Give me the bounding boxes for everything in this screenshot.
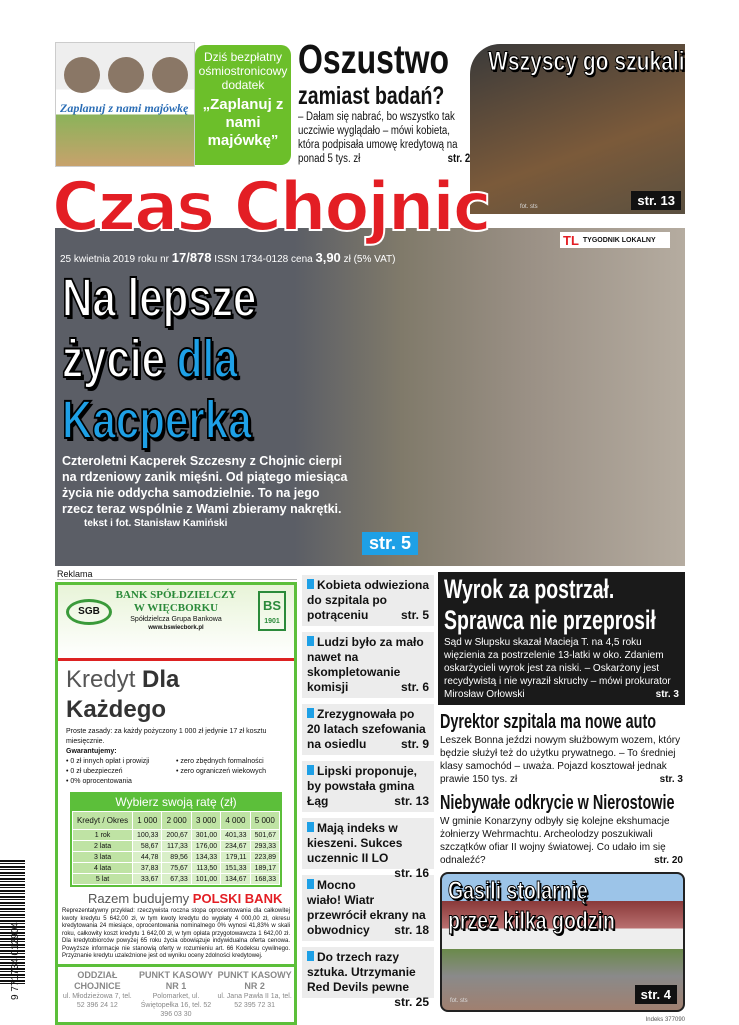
supplement-title: Zaplanuj z nami majówkę	[60, 101, 189, 115]
branch: PUNKT KASOWY NR 1 Polomarket, ul. Świętopełka 16, tel. 52 396 03 30	[138, 969, 213, 1018]
table-cell: 75,67	[162, 863, 191, 874]
main-headline: Na lepsze życie dla Kacperka	[62, 268, 257, 450]
bullet-icon	[307, 879, 314, 889]
table-cell: 101,00	[191, 874, 220, 885]
main-caption: Czteroletni Kacperek Szczesny z Chojnic cierpi na rdzeniowy zanik mięśni. Od piątego miesiąca życia nie oddycha samodzielnie. To na jego rzecz teraz wspólnie z Wami zbieramy nakrętki. tekst i fot. Stanisław Kamiński	[62, 453, 352, 531]
masthead-logo: Czas Chojnic	[52, 168, 490, 247]
photo-credit: fot. sts	[520, 204, 538, 210]
article-dyrektor[interactable]: Dyrektor szpitala ma nowe auto Leszek Bonna jeździ nowym służbowym wozem, który będzie służył też do użytku prywatnego. – To średniej klasy samochód – uważa. Pojazd kosztował jednak prawie 150 tys. zł str. 3	[440, 711, 683, 785]
bullet-icon	[307, 765, 314, 775]
table-cell: 293,33	[250, 841, 279, 852]
column-header: 2 000	[162, 812, 191, 830]
guarantee-item: • zero zbędnych formalności	[176, 758, 264, 765]
table-cell: 151,33	[221, 863, 250, 874]
table-cell: 3 lata	[73, 852, 133, 863]
bullet-icon	[307, 951, 314, 961]
table-cell: 501,67	[250, 830, 279, 841]
table-cell: 234,67	[221, 841, 250, 852]
table-cell: 189,17	[250, 863, 279, 874]
photo-thumb	[64, 57, 100, 93]
teaser-item[interactable]: Zrezygnowała po 20 latach szefowania na osiedlu str. 9	[302, 704, 434, 755]
page-badge: str. 13	[631, 191, 681, 210]
top-story[interactable]	[298, 36, 470, 166]
page-ref: str. 13	[394, 794, 429, 808]
table-corner: Kredyt / Okres	[73, 812, 133, 830]
page-badge: str. 5	[362, 532, 418, 555]
table-cell: 89,56	[162, 852, 191, 863]
table-cell: 100,33	[133, 830, 162, 841]
table-cell: 5 lat	[73, 874, 133, 885]
table-cell: 67,33	[162, 874, 191, 885]
tygodnik-lokalny-logo: TL TYGODNIK LOKALNY	[560, 232, 670, 248]
photo-credit: tekst i fot. Stanisław Kamiński	[84, 518, 228, 529]
index-number: Indeks 377090	[645, 1017, 685, 1023]
ad-label: Reklama	[57, 569, 297, 580]
supplement-cover	[55, 42, 195, 167]
teaser-item[interactable]: Lipski proponuje, by powstała gmina Łąg str. 13	[302, 761, 434, 812]
page-ref: str. 16	[394, 866, 429, 880]
bullet-icon	[307, 708, 314, 718]
table-cell: 401,33	[221, 830, 250, 841]
table-row	[73, 841, 280, 852]
article-odkrycie[interactable]: Niebywałe odkrycie w Nierostowie W gminie Konarzyny odbyły się kolejne ekshumacje żołnierzy Wehrmachtu. Archeolodzy poszukiwali szczątków ofiar II wojny światowej. Co udało im się odnaleźć? str. 20	[440, 792, 683, 866]
article-wyrok[interactable]: Wyrok za postrzał. Sprawca nie przeprosił Sąd w Słupsku skazał Macieja T. na 4,5 roku więzienia za postrzelenie 13-latki w oko. Zdaniem oskarżycieli wyrok jest za niski. – Oskarżony jest recydywistą i nie wyraził skruchy – mówi prokurator Mirosław Orłowski str. 3	[438, 572, 685, 705]
table-row	[73, 874, 280, 885]
table-cell: 134,67	[221, 874, 250, 885]
top-photo[interactable]	[470, 44, 685, 214]
column-header: 5 000	[250, 812, 279, 830]
table-cell: 4 lata	[73, 863, 133, 874]
guarantee-item: • 0 zł ubezpieczeń	[66, 768, 123, 775]
issue-info: 25 kwietnia 2019 roku nr 17/878 ISSN 1734-0128 cena 3,90 zł (5% VAT)	[60, 250, 396, 265]
subheadline: zamiast badań?	[298, 82, 445, 110]
bullet-icon	[307, 579, 314, 589]
bank-advertisement[interactable]: SGB BS 1901 BANK SPÓŁDZIELCZY W WIĘCBORKU Spółdzielcza Grupa Bankowa www.bswiecbork.pl Kredyt Dla Każdego Proste zasady: za każdy pożyczony 1 000 zł jedynie 17 zł kosztu miesięcznie. Gwarantujemy: • 0 zł innych opłat i prowizji • zero zbędnych formalności • 0 zł ubezpieczeń • zero ograniczeń wiekowych • 0% oprocentowania Wybierz swoją ratę (zł) Kredyt / Okres 1 000 2 000 3 000 4 000 5 000 1 rok 100,33 200,67 301,00 401,33 501,67 2 lata 58,67 117,33 176,00 234,67 293,33 3 lata 44,78 89,56 134,33 179,11 223,89 4 lata 37,83 75,67 113,50 151,33 189,17 5 lat 33,67 67,33 101,00 134,67 168,33 Razem budujemy POLSKI BANK Reprezentatywny przykład: rzeczywista roczna stopa oprocentowania dla całkowitej kwoty kredytu 5 642,00 zł, w tym kwoty kredytu do wypłaty 4 000,00 zł, okresu kredytowania 24 miesiące, oprocentowania nominalnego 0% wynosi 41,83% w skali roku, całkowity koszt kredytu 1 642,00 zł, w tym opłata przygotowawcza 1 642,00 zł. Dla kredytobiorców powyżej 65 roku życia obowiązuje indywidualna oferta cenowa. Powyższe informacje nie stanowią oferty w rozumieniu art. 66 Kodeksu cywilnego. Przyznanie kredytu uzależnione jest od wyniku oceny zdolności kredytowej. ODDZIAŁ CHOJNICE ul. Młodzieżowa 7, tel. 52 396 24 12 PUNKT KASOWY NR 1 Polomarket, ul. Świętopełka 16, tel. 52 396 03 30 PUNKT KASOWY NR 2 ul. Jana Pawła II 1a, tel. 52 395 72 31	[55, 582, 297, 1025]
branch: ODDZIAŁ CHOJNICE ul. Młodzieżowa 7, tel. 52 396 24 12	[62, 969, 132, 1009]
rate-table: Wybierz swoją ratę (zł) Kredyt / Okres 1 000 2 000 3 000 4 000 5 000 1 rok 100,33 200,67 301,00 401,33 501,67 2 lata 58,67 117,33 176,00 234,67 293,33 3 lata 44,78 89,56 134,33 179,11 223,89 4 lata 37,83 75,67 113,50 151,33 189,17 5 lat 33,67 67,33 101,00 134,67 168,33	[70, 792, 282, 887]
table-cell: 113,50	[191, 863, 220, 874]
column-header: 1 000	[133, 812, 162, 830]
supplement-box	[195, 45, 291, 165]
page-ref: str. 9	[400, 737, 429, 751]
photo-thumb	[152, 57, 188, 93]
right-column	[438, 572, 685, 1023]
bullet-icon	[307, 636, 314, 646]
sgb-logo: SGB	[66, 599, 112, 625]
table-row	[73, 830, 280, 841]
table-cell: 179,11	[221, 852, 250, 863]
teaser-list	[302, 575, 434, 1010]
page-badge: str. 4	[635, 985, 677, 1004]
table-cell: 301,00	[191, 830, 220, 841]
table-cell: 58,67	[133, 841, 162, 852]
supplement-intro: Dziś bezpłatny ośmiostronicowy dodatek	[198, 50, 288, 92]
page-ref: str. 5	[400, 608, 429, 622]
teaser-item[interactable]: Do trzech razy sztuka. Utrzymanie Red Devils pewne str. 25	[302, 947, 434, 998]
photo-headline: Wszyscy go szukali	[488, 46, 685, 76]
table-cell: 117,33	[162, 841, 191, 852]
ad-headline: Kredyt Dla Każdego	[66, 666, 180, 723]
page-ref: str. 6	[400, 680, 429, 694]
story-body: – Dałam się nabrać, bo wszystko tak uczciwie wyglądało – mówi kobieta, która podpisała umowę kredytową na ponad 5 tys. zł str. 2	[298, 111, 471, 165]
headline: Oszustwo	[298, 36, 450, 82]
teaser-item[interactable]: Mocno wiało! Wiatr przewrócił ekrany na obwodnicy str. 18	[302, 875, 434, 941]
table-cell: 1 rok	[73, 830, 133, 841]
table-row	[73, 863, 280, 874]
table-cell: 134,33	[191, 852, 220, 863]
barcode-number: 9 771734 012904	[10, 922, 21, 1000]
bs-logo: BS 1901	[258, 591, 286, 631]
supplement-name: „Zaplanuj z nami majówkę”	[202, 96, 284, 149]
table-cell: 44,78	[133, 852, 162, 863]
table-cell: 176,00	[191, 841, 220, 852]
page-ref: str. 2	[447, 153, 471, 165]
page-ref: str. 25	[394, 995, 429, 1009]
column-header: 3 000	[191, 812, 220, 830]
guarantee-item: • zero ograniczeń wiekowych	[176, 768, 266, 775]
page-ref: str. 18	[394, 923, 429, 937]
photo-headline: Gasili stolarnię przez kilka godzin	[448, 877, 615, 935]
bullet-icon	[307, 822, 314, 832]
teaser-item[interactable]: Kobieta odwieziona do szpitala po potrąceniu str. 5	[302, 575, 434, 626]
branch: PUNKT KASOWY NR 2 ul. Jana Pawła II 1a, tel. 52 395 72 31	[217, 969, 292, 1009]
table-cell: 2 lata	[73, 841, 133, 852]
photo-thumb	[108, 57, 144, 93]
table-cell: 223,89	[250, 852, 279, 863]
guarantee-item: • 0 zł innych opłat i prowizji	[66, 758, 150, 765]
teaser-item[interactable]: Ludzi było za mało nawet na skompletowanie komisji str. 6	[302, 632, 434, 698]
guarantee-item: • 0% oprocentowania	[66, 778, 132, 785]
teaser-item[interactable]: Mają indeks w kieszeni. Sukces uczennic II LO str. 16	[302, 818, 434, 869]
column-header: 4 000	[221, 812, 250, 830]
bottom-photo[interactable]: Gasili stolarnię przez kilka godzin fot. sts str. 4	[440, 872, 685, 1012]
table-cell: 168,33	[250, 874, 279, 885]
table-cell: 33,67	[133, 874, 162, 885]
table-cell: 200,67	[162, 830, 191, 841]
table-row	[73, 852, 280, 863]
table-cell: 37,83	[133, 863, 162, 874]
